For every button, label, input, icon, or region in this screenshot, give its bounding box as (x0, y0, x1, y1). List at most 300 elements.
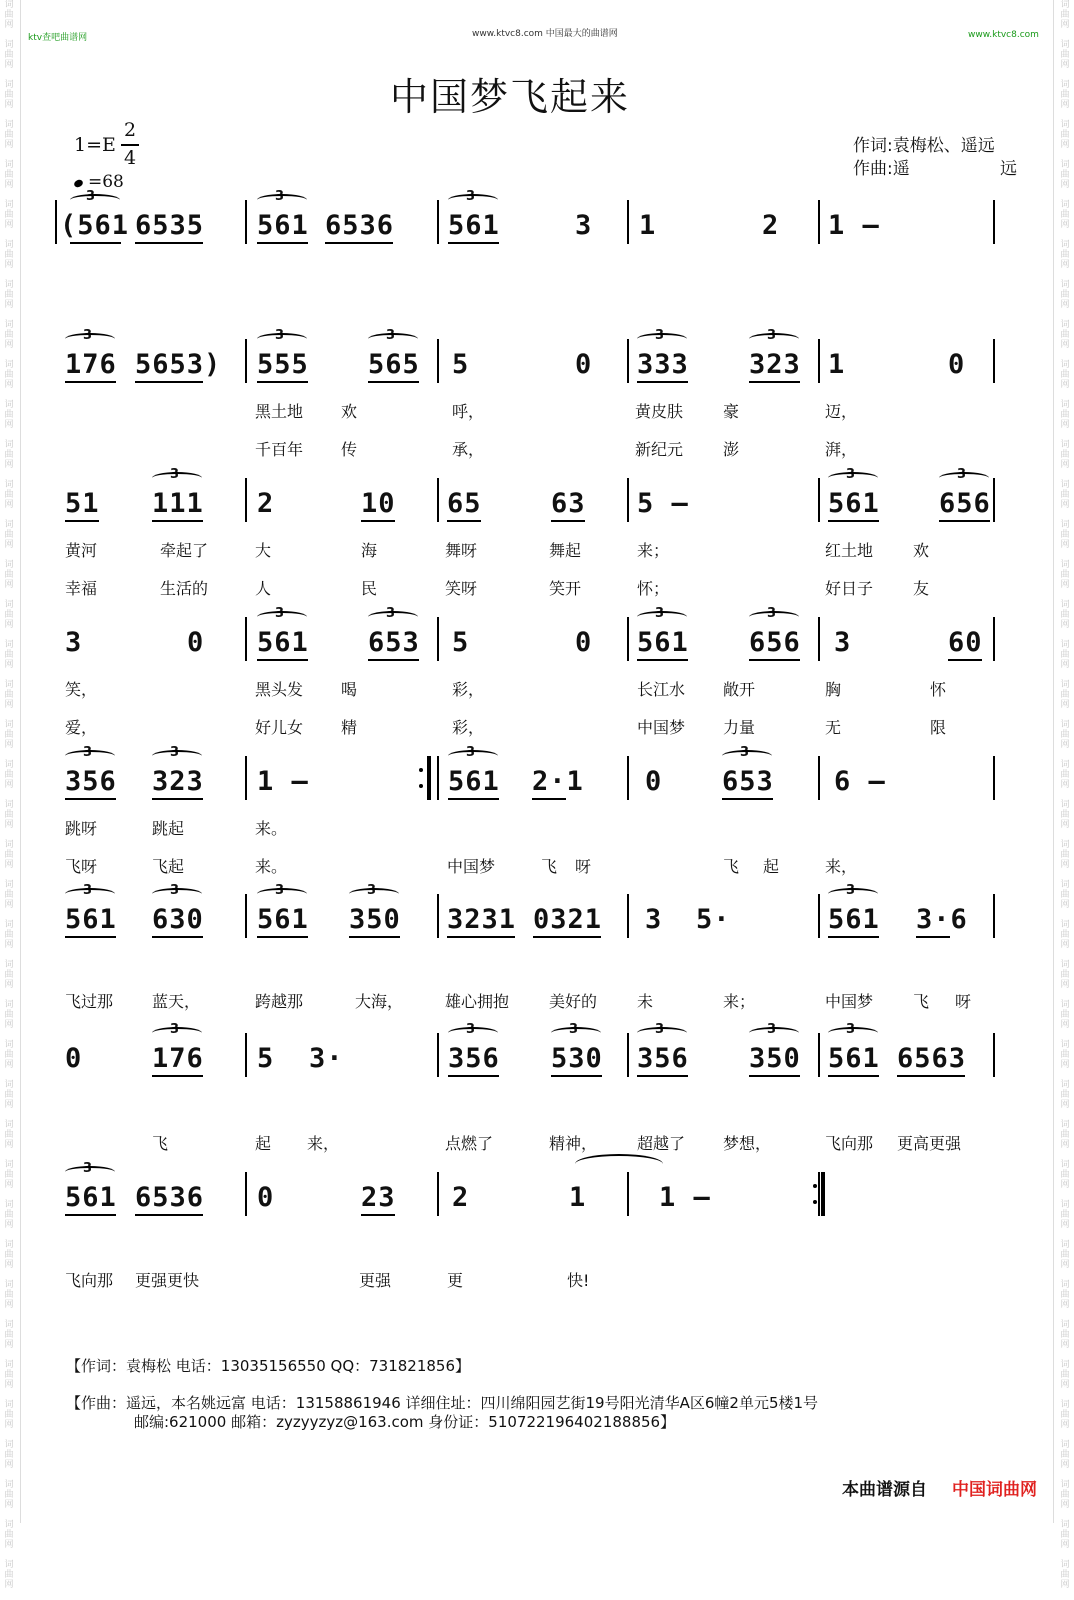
slur-arc (65, 750, 115, 762)
note-group: 561 (448, 210, 500, 241)
lyric-verse-2: 传 (341, 440, 358, 459)
lyric-verse-1: 更强 (359, 1271, 392, 1290)
triplet-mark: 3 (275, 606, 285, 621)
note-group: 356 (637, 1043, 689, 1074)
note-group: 630 (152, 904, 204, 935)
repeat-end-bar (821, 1172, 825, 1216)
lyric-verse-1: 笑， (65, 680, 98, 699)
lyric-verse-1: 敞开 (723, 680, 756, 699)
bar-line (627, 1033, 629, 1077)
header-right-link[interactable]: www.ktvc8.com (968, 30, 1039, 40)
slur-arc (828, 1027, 878, 1039)
tempo-marking: =68 (88, 172, 124, 192)
lyric-verse-1: 迈， (825, 402, 858, 421)
lyric-verse-1: 豪 (723, 402, 740, 421)
slur-arc (828, 888, 878, 900)
note-group: 561 (828, 1043, 880, 1074)
note-group: 10 (361, 488, 396, 519)
lyric-verse-2: 无 (825, 718, 842, 737)
lyric-verse-2: 千百年 (255, 440, 304, 459)
note-group: 2 (452, 1182, 470, 1213)
triplet-mark: 3 (846, 883, 856, 898)
bar-line (245, 756, 247, 800)
triplet-mark: 3 (275, 328, 285, 343)
note-group: 0 (948, 349, 966, 380)
lyric-verse-1: 黄河 (65, 541, 98, 560)
note-group: 5 (257, 1043, 275, 1074)
beam-underline (828, 520, 879, 522)
score-row (55, 883, 1000, 1011)
lyric-verse-2: 幸福 (65, 579, 98, 598)
lyric-verse-1: 黑土地 (255, 402, 304, 421)
lyric-verse-2: 怀； (637, 579, 670, 598)
beam-underline (325, 242, 393, 244)
lyric-verse-1: 更高更强 (897, 1134, 962, 1153)
note-group: 0 (65, 1043, 83, 1074)
lyric-verse-1: 美好的 (549, 992, 598, 1011)
triplet-mark: 3 (655, 328, 665, 343)
left-margin-line (20, 0, 21, 1523)
note-group: 0321 (533, 904, 603, 935)
time-signature-line (121, 144, 139, 146)
slur-arc (65, 333, 115, 345)
bar-line (627, 339, 629, 383)
lyric-verse-1: 怀 (930, 680, 947, 699)
beam-underline (939, 520, 990, 522)
lyric-verse-2: 爱， (65, 718, 98, 737)
beam-underline (637, 1075, 688, 1077)
bar-line (245, 478, 247, 522)
note-group: 656 (939, 488, 991, 519)
source-label: 本曲谱源自 (842, 1480, 927, 1500)
bar-line (818, 617, 820, 661)
lyric-verse-2: 笑开 (549, 579, 582, 598)
bar-line (993, 1033, 995, 1077)
lyric-verse-2: 彩， (452, 718, 485, 737)
triplet-mark: 3 (466, 745, 476, 760)
beam-underline (749, 381, 800, 383)
note-group: 5653) (135, 349, 222, 380)
bar-line (437, 894, 439, 938)
beam-underline (135, 242, 203, 244)
beam-underline (722, 798, 773, 800)
lyric-verse-2: 中国梦 (447, 857, 496, 876)
watermark-text: 词 曲 网 词 曲 网 词 曲 网 词 曲 网 词 曲 网 词 曲 网 词 曲 网 词 曲 网 词 曲 网 词 曲 网 词 曲 网 词 曲 网 词 曲 网 词 曲 网 词 曲 网 词 曲 网 词 曲 网 词 曲 网 词 曲 网 词 曲 网 词 曲 网 词 曲 网 词 曲 网 词 曲 网 词 曲 网 词 曲 网 词 曲 网 词 曲 网 词 曲 网 词 曲 网 词 曲 网 词 曲 网 词 曲 网 词 曲 网 词 曲 网 词 曲 网 词 曲 网 词 曲 网 词 曲 网 词 曲 网 (1060, 0, 1070, 1590)
slur-arc (749, 1027, 799, 1039)
lyric-verse-1: 海 (361, 541, 378, 560)
lyric-verse-2: 好日子 (825, 579, 874, 598)
lyric-verse-1: 飞过那 (65, 992, 114, 1011)
bar-line (627, 478, 629, 522)
bar-line (818, 200, 820, 244)
triplet-mark: 3 (83, 1161, 93, 1176)
lyric-verse-1: 飞 (152, 1134, 169, 1153)
lyric-verse-1: 喝 (341, 680, 358, 699)
slur-arc (152, 472, 202, 484)
note-group: 530 (551, 1043, 603, 1074)
slur-arc (257, 611, 307, 623)
note-group: 356 (65, 766, 117, 797)
lyric-verse-1: 来， (307, 1134, 340, 1153)
note-group: 2·1 (532, 766, 584, 797)
beam-underline (361, 1214, 395, 1216)
lyric-verse-1: 彩， (452, 680, 485, 699)
lyric-verse-2: 限 (930, 718, 947, 737)
note-group: 333 (637, 349, 689, 380)
note-group: 3 (834, 627, 852, 658)
triplet-mark: 3 (655, 606, 665, 621)
source-site-link[interactable]: 中国词曲网 (952, 1480, 1037, 1500)
lyric-verse-1: 跨越那 (255, 992, 304, 1011)
note-group: 565 (368, 349, 420, 380)
lyric-verse-1: 黄皮肤 (635, 402, 684, 421)
beam-underline (152, 798, 203, 800)
note-group: 3 (575, 210, 593, 241)
triplet-mark: 3 (957, 467, 967, 482)
note-group: 555 (257, 349, 309, 380)
lyric-verse-2: 精 (341, 718, 358, 737)
bar-line (437, 1172, 439, 1216)
lyric-verse-2: 人 (255, 579, 272, 598)
note-group: 561 (65, 904, 117, 935)
triplet-mark: 3 (846, 1022, 856, 1037)
beam-underline (368, 659, 419, 661)
beam-underline (897, 1075, 965, 1077)
beam-underline (448, 242, 499, 244)
lyric-verse-1: 舞呀 (445, 541, 478, 560)
lyric-verse-1: 快! (567, 1271, 590, 1290)
footer-composer-info: 【作曲：遥远，本名姚远富 电话：13158861946 详细住址：四川绵阳园艺街19号阳光清华A区6幢2单元5楼1号 (66, 1394, 819, 1412)
slur-arc (70, 194, 120, 206)
lyric-verse-2: 来， (825, 857, 858, 876)
note-group: 653 (722, 766, 774, 797)
triplet-mark: 3 (83, 745, 93, 760)
lyric-verse-1: 长江水 (637, 680, 686, 699)
bar-line (993, 200, 995, 244)
note-group: 1 (569, 1182, 587, 1213)
beam-underline (828, 1075, 879, 1077)
header-left-link[interactable]: ktv查吧曲谱网 (28, 33, 88, 43)
lyric-verse-1: 飞向那 (65, 1271, 114, 1290)
left-watermark-strip (0, 0, 18, 1590)
note-group: 176 (65, 349, 117, 380)
time-signature-bottom: 4 (124, 147, 137, 169)
bar-line (993, 617, 995, 661)
score-row (55, 467, 1000, 598)
slur-arc (257, 194, 307, 206)
note-group: 23 (361, 1182, 396, 1213)
beam-underline (447, 936, 515, 938)
bar-line (627, 617, 629, 661)
note-group: 3· (309, 1043, 344, 1074)
slur-arc (448, 194, 498, 206)
note-group: 111 (152, 488, 204, 519)
triplet-mark: 3 (275, 189, 285, 204)
beam-underline (257, 936, 308, 938)
note-group: (561 (60, 210, 130, 241)
score-row (55, 189, 1000, 278)
note-group: 1 — (257, 766, 309, 797)
lyric-verse-1: 更强更快 (135, 1271, 200, 1290)
beam-underline (828, 936, 879, 938)
note-group: 1 — (828, 210, 880, 241)
triplet-mark: 3 (569, 1022, 579, 1037)
lyric-verse-1: 更 (447, 1271, 464, 1290)
bar-line (818, 1033, 820, 1077)
lyric-verse-2: 力量 (723, 718, 756, 737)
score-row (55, 328, 1000, 459)
triplet-mark: 3 (275, 883, 285, 898)
lyric-verse-1: 胸 (825, 680, 842, 699)
note-group: 0 (257, 1182, 275, 1213)
right-margin-line (1053, 0, 1054, 1523)
note-group: 561 (828, 488, 880, 519)
lyric-verse-1: 飞 (913, 992, 930, 1011)
beam-underline (551, 520, 585, 522)
tie-arc (575, 1154, 663, 1174)
beam-underline (65, 520, 99, 522)
beam-underline (65, 936, 116, 938)
note-group: 65 (447, 488, 482, 519)
bar-line (437, 339, 439, 383)
note-group: 5 (452, 349, 470, 380)
note-group: 561 (257, 627, 309, 658)
lyric-verse-2: 友 (913, 579, 930, 598)
triplet-mark: 3 (86, 189, 96, 204)
bar-line (245, 1033, 247, 1077)
beam-underline (533, 936, 601, 938)
note-group: 6 — (834, 766, 886, 797)
triplet-mark: 3 (170, 1022, 180, 1037)
lyric-verse-2: 生活的 (160, 579, 209, 598)
lyric-verse-2: 承， (452, 440, 485, 459)
slur-arc (637, 1027, 687, 1039)
slur-arc (257, 333, 307, 345)
lyric-verse-1: 未 (637, 992, 654, 1011)
triplet-mark: 3 (466, 189, 476, 204)
beam-underline (948, 659, 982, 661)
slur-arc (722, 750, 772, 762)
slur-arc (257, 888, 307, 900)
note-group: 3 (65, 627, 83, 658)
note-group: 561 (257, 210, 309, 241)
slur-arc (152, 1027, 202, 1039)
bar-line (993, 756, 995, 800)
note-group: 561 (448, 766, 500, 797)
lyric-verse-1: 来； (637, 541, 670, 560)
note-group: 561 (65, 1182, 117, 1213)
beam-underline (916, 936, 950, 938)
slur-arc (152, 750, 202, 762)
bar-line (818, 756, 820, 800)
beam-underline (361, 520, 395, 522)
triplet-mark: 3 (386, 328, 396, 343)
slur-arc (749, 333, 799, 345)
slur-arc (368, 333, 418, 345)
note-group: 2 (257, 488, 275, 519)
bar-line (245, 1172, 247, 1216)
lyric-verse-1: 梦想， (723, 1134, 772, 1153)
lyric-verse-1: 呼， (452, 402, 485, 421)
beam-underline (257, 659, 308, 661)
lyric-verse-1: 跳起 (152, 819, 185, 838)
slur-arc (448, 1027, 498, 1039)
beam-underline (448, 1075, 499, 1077)
triplet-mark: 3 (83, 328, 93, 343)
lyric-verse-2: 澎 (723, 440, 740, 459)
bar-line (818, 339, 820, 383)
note-group: 3231 (447, 904, 517, 935)
quarter-note-icon (73, 178, 84, 188)
triplet-mark: 3 (846, 467, 856, 482)
lyric-verse-1: 点燃了 (445, 1134, 494, 1153)
lyric-verse-1: 精神， (549, 1134, 598, 1153)
beam-underline (349, 936, 400, 938)
lyric-verse-2: 民 (361, 579, 378, 598)
lyric-verse-1: 欢 (341, 402, 358, 421)
note-group: 1 (828, 349, 846, 380)
bar-line (245, 894, 247, 938)
bar-line (627, 200, 629, 244)
lyric-verse-1: 起 (255, 1134, 272, 1153)
slur-arc (749, 611, 799, 623)
slur-arc (349, 888, 399, 900)
lyric-verse-1: 跳呀 (65, 819, 98, 838)
note-group: 0 (645, 766, 663, 797)
triplet-mark: 3 (367, 883, 377, 898)
bar-line (437, 617, 439, 661)
bar-line (437, 200, 439, 244)
bar-line (818, 478, 820, 522)
lyric-verse-1: 雄心拥抱 (445, 992, 510, 1011)
footer-lyricist-info: 【作词：袁梅松 电话：13035156550 QQ：731821856】 (66, 1357, 471, 1375)
slur-arc (637, 611, 687, 623)
note-group: 323 (749, 349, 801, 380)
note-group: 3·6 (916, 904, 968, 935)
note-group: 6563 (897, 1043, 967, 1074)
lyric-verse-1: 红土地 (825, 541, 874, 560)
note-group: 356 (448, 1043, 500, 1074)
triplet-mark: 3 (170, 745, 180, 760)
lyric-verse-2: 好儿女 (255, 718, 304, 737)
note-group: 653 (368, 627, 420, 658)
triplet-mark: 3 (170, 883, 180, 898)
triplet-mark: 3 (655, 1022, 665, 1037)
note-group: 0 (575, 627, 593, 658)
note-group: 3 (645, 904, 663, 935)
slur-arc (939, 472, 989, 484)
bar-line (627, 894, 629, 938)
bar-line (245, 339, 247, 383)
note-group: 561 (257, 904, 309, 935)
note-group: 561 (828, 904, 880, 935)
lyric-verse-1: 黑头发 (255, 680, 304, 699)
lyric-verse-1: 呀 (955, 992, 972, 1011)
triplet-mark: 3 (767, 1022, 777, 1037)
note-group: 323 (152, 766, 204, 797)
beam-underline (65, 798, 116, 800)
lyric-verse-2: 湃， (825, 440, 858, 459)
note-group: 350 (349, 904, 401, 935)
triplet-mark: 3 (170, 467, 180, 482)
lyric-verse-1: 大海， (355, 992, 404, 1011)
bar-line (993, 894, 995, 938)
lyric-verse-2: 飞呀 (65, 857, 98, 876)
bar-line (993, 478, 995, 522)
beam-underline (749, 1075, 800, 1077)
header-center-link[interactable]: www.ktvc8.com 中国最大的曲谱网 (472, 29, 618, 39)
lyric-verse-2: 飞 (723, 857, 740, 876)
lyric-verse-2: 飞起 (152, 857, 185, 876)
beam-underline (749, 659, 800, 661)
lyric-verse-2: 呀 (575, 857, 592, 876)
note-group: 1 (639, 210, 657, 241)
note-group: 6536 (135, 1182, 205, 1213)
beam-underline (70, 242, 121, 244)
note-group: 63 (551, 488, 586, 519)
score-row (55, 1022, 1000, 1153)
time-signature-top: 2 (124, 119, 137, 141)
triplet-mark: 3 (767, 606, 777, 621)
lyric-verse-1: 舞起 (549, 541, 582, 560)
lyric-verse-1: 蓝天， (152, 992, 201, 1011)
note-group: 350 (749, 1043, 801, 1074)
footer-composer-contact: 邮编:621000 邮箱：zyzyyzyz@163.com 身份证：510722196402188856】 (134, 1413, 676, 1431)
beam-underline (257, 381, 308, 383)
bar-line (437, 756, 439, 800)
beam-underline (368, 381, 419, 383)
beam-underline (448, 798, 499, 800)
right-watermark-strip (1056, 0, 1074, 1590)
bar-line (627, 1172, 629, 1216)
beam-underline (152, 1075, 203, 1077)
beam-underline (637, 659, 688, 661)
slur-arc (828, 472, 878, 484)
lyric-verse-1: 来； (723, 992, 756, 1011)
song-title: 中国梦飞起来 (389, 75, 630, 119)
triplet-mark: 3 (83, 883, 93, 898)
lyric-verse-2: 飞 (541, 857, 558, 876)
beam-underline (152, 936, 203, 938)
triplet-mark: 3 (767, 328, 777, 343)
slur-arc (152, 888, 202, 900)
repeat-start-bar (427, 756, 431, 800)
beam-underline (551, 1075, 602, 1077)
note-group: 0 (187, 627, 205, 658)
note-group: 5· (696, 904, 731, 935)
bar-line (55, 200, 57, 244)
note-group: 6535 (135, 210, 205, 241)
beam-underline (532, 798, 566, 800)
composer-credit-tail: 远 (1000, 159, 1017, 179)
beam-underline (135, 1214, 203, 1216)
note-group: 5 (452, 627, 470, 658)
note-group: 656 (749, 627, 801, 658)
score-row (55, 745, 1000, 876)
lyric-verse-1: 欢 (913, 541, 930, 560)
note-group: 1 — (659, 1182, 711, 1213)
bar-line (437, 1033, 439, 1077)
triplet-mark: 3 (466, 1022, 476, 1037)
slur-arc (65, 888, 115, 900)
bar-line (437, 478, 439, 522)
watermark-text: 词 曲 网 词 曲 网 词 曲 网 词 曲 网 词 曲 网 词 曲 网 词 曲 网 词 曲 网 词 曲 网 词 曲 网 词 曲 网 词 曲 网 词 曲 网 词 曲 网 词 曲 网 词 曲 网 词 曲 网 词 曲 网 词 曲 网 词 曲 网 词 曲 网 词 曲 网 词 曲 网 词 曲 网 词 曲 网 词 曲 网 词 曲 网 词 曲 网 词 曲 网 词 曲 网 词 曲 网 词 曲 网 词 曲 网 词 曲 网 词 曲 网 词 曲 网 词 曲 网 词 曲 网 词 曲 网 词 曲 网 (4, 0, 14, 1590)
beam-underline (257, 242, 308, 244)
lyricist-credit: 作词:袁梅松、遥远 (853, 136, 995, 156)
score-row (55, 1161, 1000, 1290)
slur-arc (637, 333, 687, 345)
note-group: 561 (637, 627, 689, 658)
